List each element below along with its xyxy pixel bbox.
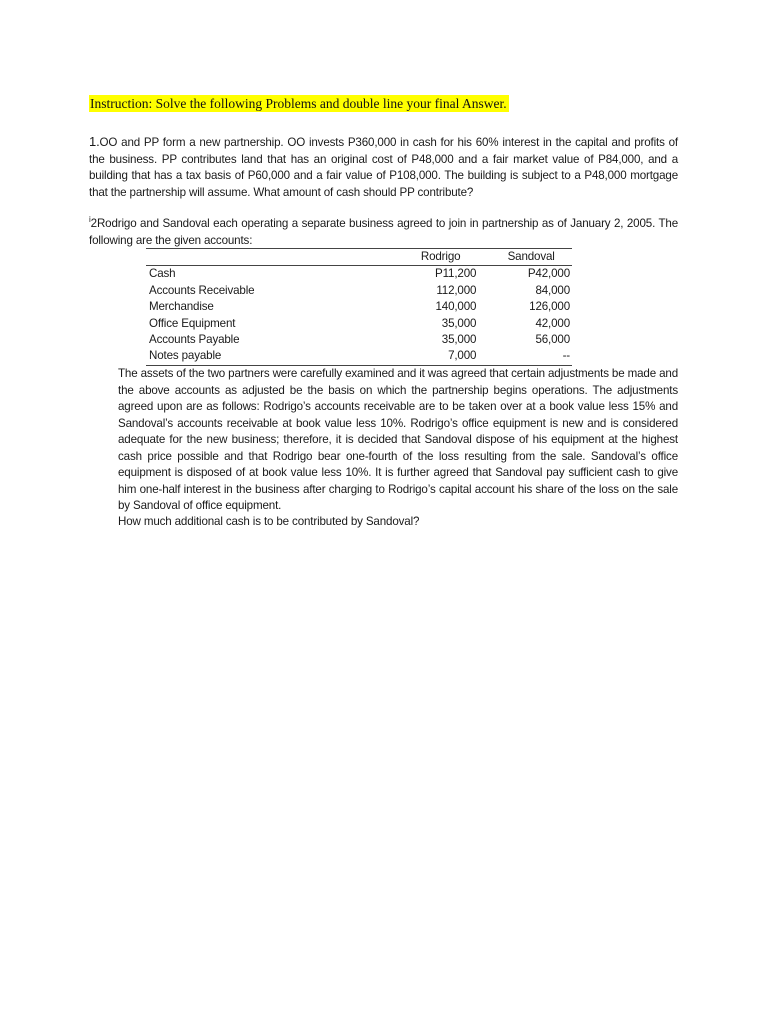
table-row bbox=[146, 299, 572, 315]
sandoval-value: -- bbox=[478, 348, 572, 365]
account-name: Accounts Receivable bbox=[149, 283, 255, 297]
problem-2-intro-text: Rodrigo and Sandoval each operating a separate business agreed to join in partnership as of January 2, 2005. The following are the given accounts: bbox=[89, 217, 678, 247]
problem-1-number: 1. bbox=[89, 134, 100, 149]
table-row bbox=[146, 316, 572, 332]
rodrigo-value: 7,000 bbox=[377, 348, 478, 365]
account-name: Notes payable bbox=[146, 348, 377, 365]
table-row bbox=[146, 332, 572, 348]
sandoval-value: 126,000 bbox=[529, 300, 570, 314]
problem-2-intro bbox=[89, 216, 678, 249]
account-name: Office Equipment bbox=[149, 316, 236, 330]
sandoval-value: P42,000 bbox=[527, 267, 570, 281]
table-row bbox=[146, 348, 572, 365]
problem-1 bbox=[89, 134, 678, 201]
account-name: Merchandise bbox=[149, 300, 214, 314]
problem-1-text: OO and PP form a new partnership. OO invests P360,000 in cash for his 60% interest in the capital and profits of the business. PP contributes land that has an original cost of P48,000 and a fair market value of P84,000, and a building that has a tax basis of P60,000 and a fair value of P108,000. The building is subject to a P48,000 mortgage that the partnership will assume. What amount of cash should PP contribute? bbox=[89, 136, 678, 199]
accounts-table bbox=[146, 248, 572, 366]
account-name: Cash bbox=[149, 267, 176, 281]
rodrigo-value: 35,000 bbox=[441, 316, 477, 330]
rodrigo-value: 35,000 bbox=[441, 333, 477, 347]
header-account bbox=[146, 249, 377, 266]
rodrigo-value: P11,200 bbox=[435, 267, 477, 281]
header-rodrigo: Rodrigo bbox=[377, 249, 478, 266]
rodrigo-value: 112,000 bbox=[436, 283, 477, 297]
sandoval-value: 56,000 bbox=[535, 333, 570, 347]
table-row bbox=[146, 283, 572, 299]
problem-2-number: 2 bbox=[90, 217, 97, 230]
table-row bbox=[146, 266, 572, 283]
problem-2-question: How much additional cash is to be contributed by Sandoval? bbox=[118, 515, 420, 528]
table-header-row bbox=[146, 249, 572, 266]
sandoval-value: 84,000 bbox=[535, 283, 570, 297]
footnote-mark: i bbox=[89, 215, 91, 224]
instruction-banner: Instruction: Solve the following Problems and double line your final Answer. bbox=[90, 96, 507, 111]
problem-2-body: The assets of the two partners were carefully examined and it was agreed that certain adjustments be made and the above accounts as adjusted be the basis on which the partnership begins operations. The adjustments agreed upon are as follows: Rodrigo’s accounts receivable are to be taken over at a book value less 15% and Sandoval’s accounts receivable at book value less 10%. Rodrigo’s office equipment is new and is considered adequate for the new business; therefore, it is decided that Sandoval dispose of his equipment at the highest cash price possible and that Rodrigo bear one-fourth of the loss resulting from the sale. Sandoval’s office equipment is disposed of at book value less 10%. It is further agreed that Sandoval pay sufficient cash to give him one-half interest in the business after charging to Rodrigo’s capital account his share of the loss on the sale by Sandoval of office equipment. bbox=[118, 367, 678, 512]
sandoval-value: 42,000 bbox=[535, 316, 570, 330]
rodrigo-value: 140,000 bbox=[435, 300, 477, 314]
account-name: Accounts Payable bbox=[149, 333, 240, 347]
header-sandoval: Sandoval bbox=[478, 249, 572, 266]
